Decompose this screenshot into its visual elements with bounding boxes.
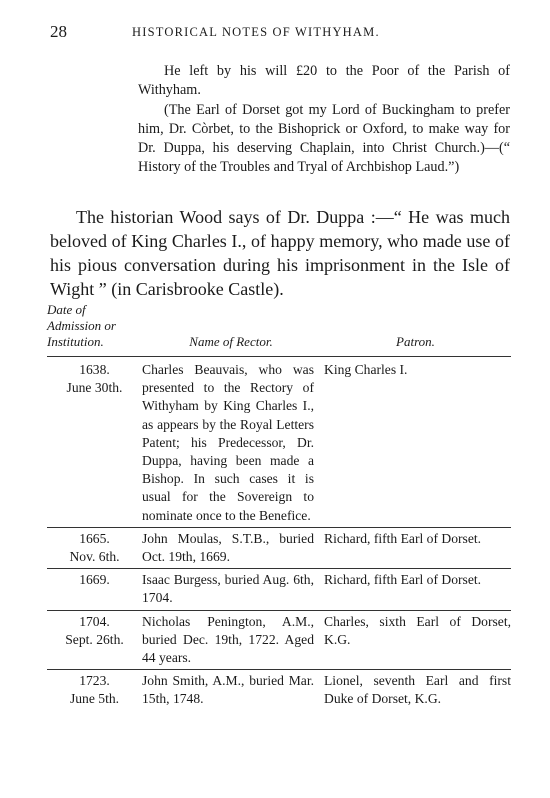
date-year: 1723.: [79, 673, 110, 689]
table-row: [47, 670, 511, 711]
body-paragraph: [50, 205, 510, 301]
quote-paragraph-2: (The Earl of Dorset got my Lord of Buckingham to prefer him, Dr. Còrbet, to the Bishoprick or Oxford, to make way for Dr. Duppa, his deserving Chaplain, into Christ Church.)—(“ History of the Troubles and Tryal of Archbishop Laud.”): [138, 101, 510, 176]
quote-paragraph-1: He left by his will £20 to the Poor of the Parish of Withyham.: [138, 63, 510, 99]
date-cell: [47, 670, 142, 711]
page-number: 28: [50, 22, 67, 41]
page-header: [50, 22, 505, 42]
patron-cell: Lionel, seventh Earl and first Duke of Dorset, K.G.: [320, 670, 511, 711]
rectors-table: [47, 302, 511, 711]
running-title: HISTORICAL NOTES OF WITHYHAM.: [132, 25, 380, 39]
header-date: Date of Admission or Institution.: [47, 302, 116, 349]
date-year: 1704.: [79, 613, 110, 629]
date-year: 1665.: [79, 530, 110, 546]
table-row: [47, 610, 511, 670]
table-row: [47, 357, 511, 528]
header-patron: Patron.: [396, 334, 435, 349]
date-cell: [47, 357, 142, 528]
date-year: 1638.: [79, 362, 110, 377]
date-cell: [47, 610, 142, 670]
date-day: June 30th.: [66, 380, 123, 396]
quoted-note: [138, 62, 510, 178]
rector-name-cell: Nicholas Penington, A.M., buried Dec. 19th, 1722. Aged 44 years.: [142, 610, 320, 670]
date-cell: [47, 527, 142, 568]
rector-name-cell: John Smith, A.M., buried Mar. 15th, 1748.: [142, 670, 320, 711]
patron-cell: King Charles I.: [320, 357, 511, 528]
header-name: Name of Rector.: [189, 334, 273, 349]
table-header-row: [47, 302, 511, 357]
patron-cell: Charles, sixth Earl of Dorset, K.G.: [320, 610, 511, 670]
patron-cell: Richard, fifth Earl of Dorset.: [320, 527, 511, 568]
patron-cell: Richard, fifth Earl of Dorset.: [320, 569, 511, 610]
rector-name-cell: Charles Beauvais, who was presented to the Rectory of Withyham by King Charles I., as appears by the Royal Letters Patent; his Predecessor, Dr. Duppa, having been made a Bishop. In such cases it is usual for the Sovereign to nominate once to the Benefice.: [142, 357, 320, 528]
date-year: 1669.: [79, 572, 110, 588]
date-day: June 5th.: [69, 691, 120, 707]
rector-name-cell: John Moulas, S.T.B., buried Oct. 19th, 1669.: [142, 527, 320, 568]
rector-name-cell: Isaac Burgess, buried Aug. 6th, 1704.: [142, 569, 320, 610]
date-cell: [47, 569, 142, 610]
table-row: [47, 527, 511, 568]
date-day: Sept. 26th.: [65, 631, 124, 647]
table-row: [47, 569, 511, 610]
body-paragraph-text: The historian Wood says of Dr. Duppa :—“ He was much beloved of King Charles I., of happy memory, who made use of his pious conversation during his imprisonment in the Isle of Wight ” (in Carisbrooke Castle).: [50, 207, 510, 299]
date-day: Nov. 6th.: [69, 549, 120, 565]
